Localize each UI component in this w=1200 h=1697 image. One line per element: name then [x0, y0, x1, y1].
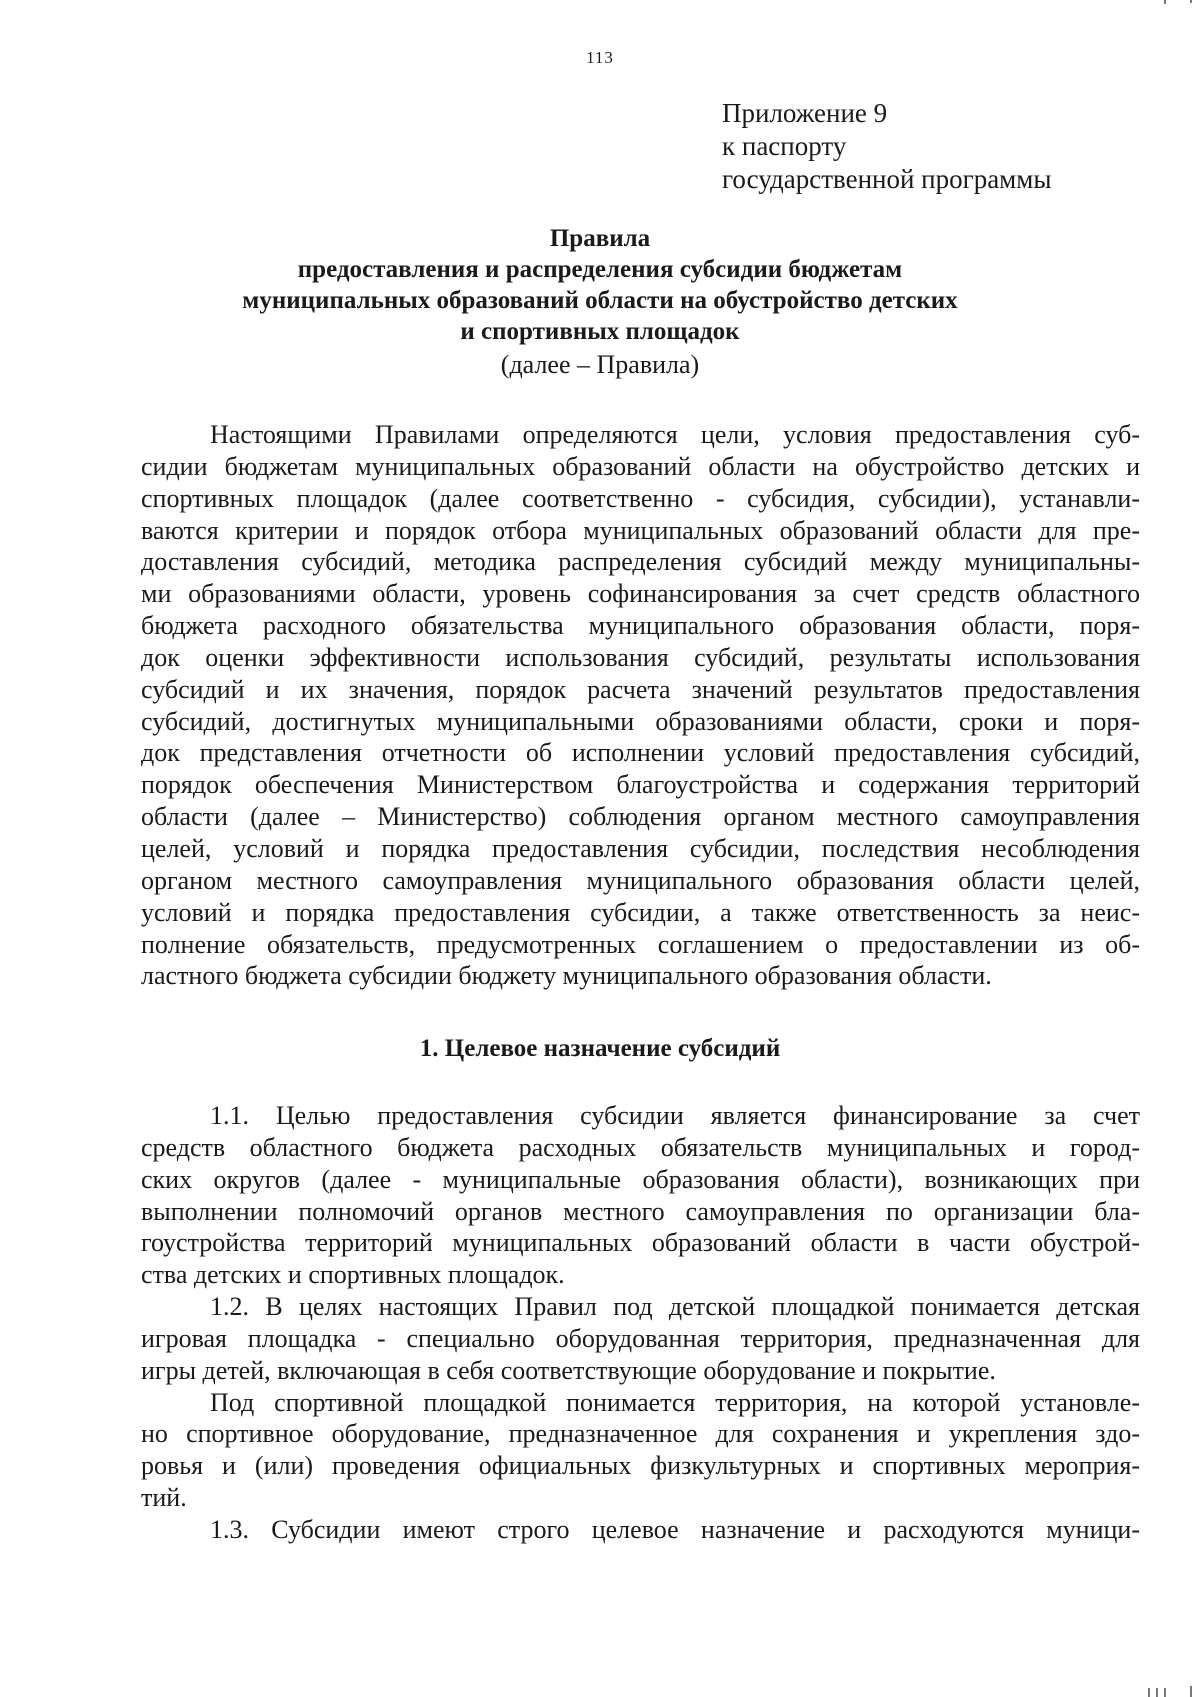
text-line: органом местного самоуправления муниципального образования области целей,: [141, 865, 1140, 895]
text-line: ми образованиями области, уровень софинансирования за счет средств областного: [141, 579, 1140, 609]
text-line: целей, условий и порядка предоставления субсидии, последствия несоблюдения: [141, 833, 1140, 863]
text-line: Настоящими Правилами определяются цели, условия предоставления суб-: [210, 420, 1140, 449]
text-line: полнение обязательств, предусмотренных соглашением о предоставлении из об-: [141, 929, 1140, 959]
text-line: игры детей, включающая в себя соответствующие оборудование и покрытие.: [141, 1355, 996, 1385]
scan-edge-mark: [1156, 1688, 1158, 1697]
text-line: ства детских и спортивных площадок.: [141, 1260, 565, 1290]
title-line: муниципальных образований области на обустройство детских: [242, 287, 958, 314]
text-line: субсидий и их значения, порядок расчета значений результатов предоставления: [141, 674, 1140, 704]
text-line: условий и порядка предоставления субсидии, а также ответственность за неис-: [141, 897, 1140, 927]
text-line: док оценки эффективности использования субсидий, результаты использования: [141, 642, 1140, 672]
text-line: 1.2. В целях настоящих Правил под детской площадкой понимается детская: [210, 1292, 1140, 1322]
text-line: порядок обеспечения Министерством благоустройства и содержания территорий: [141, 770, 1140, 800]
text-line: сидии бюджетам муниципальных образований области на обустройство детских и: [141, 451, 1140, 481]
text-line: 1.1. Целью предоставления субсидии является финансирование за счет: [210, 1101, 1140, 1130]
text-line: но спортивное оборудование, предназначенное для сохранения и укрепления здо-: [141, 1419, 1140, 1449]
text-line: ваются критерии и порядок отбора муниципальных образований области для пре-: [141, 515, 1140, 545]
text-line: бюджета расходного обязательства муниципального образования области, поря-: [141, 611, 1140, 641]
scan-edge-mark: [1190, 1686, 1192, 1697]
appendix-line: государственной программы: [722, 164, 1052, 194]
appendix-header: [722, 97, 1162, 196]
text-line: док представления отчетности об исполнении условий предоставления субсидий,: [141, 738, 1140, 768]
text-line: Под спортивной площадкой понимается территория, на которой установле-: [210, 1387, 1140, 1417]
text-line: 1.3. Субсидии имеют строго целевое назначение и расходуются муници-: [210, 1514, 1140, 1544]
text-line: игровая площадка - специально оборудованная территория, предназначенная для: [141, 1323, 1140, 1353]
text-line: ровья и (или) проведения официальных физкультурных и спортивных мероприя-: [141, 1451, 1140, 1481]
text-line: субсидий, достигнутых муниципальными образованиями области, сроки и поря-: [141, 706, 1140, 736]
text-line: тий.: [141, 1483, 187, 1513]
scan-edge-mark: [1164, 0, 1166, 4]
page-number: 113: [586, 48, 614, 67]
title-line: и спортивных площадок: [460, 318, 740, 345]
title-line: Правила: [549, 225, 651, 252]
title-line: предоставления и распределения субсидии бюджетам: [297, 256, 903, 283]
appendix-line: к паспорту: [722, 131, 847, 161]
appendix-line: Приложение 9: [722, 98, 888, 128]
title-subtitle: (далее – Правила): [500, 350, 700, 379]
text-line: ластного бюджета субсидии бюджету муниципального образования области.: [141, 961, 992, 991]
text-line: ских округов (далее - муниципальные образования области), возникающих при: [141, 1164, 1140, 1194]
document-title: [100, 223, 1100, 380]
text-line: доставления субсидий, методика распределения субсидий между муниципальны-: [141, 547, 1140, 577]
text-line: выполнении полномочий органов местного самоуправления по организации бла-: [141, 1196, 1140, 1226]
text-line: спортивных площадок (далее соответственно - субсидия, субсидии), устанавли-: [141, 483, 1140, 513]
scan-edge-mark: [1148, 1688, 1150, 1697]
scan-edge-mark: [1190, 0, 1192, 3]
section-body: [141, 1100, 1140, 1546]
text-line: гоустройства территорий муниципальных образований области в части обустрой-: [141, 1228, 1140, 1258]
text-line: области (далее – Министерство) соблюдения органом местного самоуправления: [141, 802, 1140, 832]
section-heading: 1. Целевое назначение субсидий: [419, 1035, 781, 1062]
scan-edge-mark: [1164, 1688, 1166, 1697]
text-line: средств областного бюджета расходных обязательств муниципальных и город-: [141, 1132, 1140, 1162]
intro-paragraph: [141, 419, 1140, 992]
